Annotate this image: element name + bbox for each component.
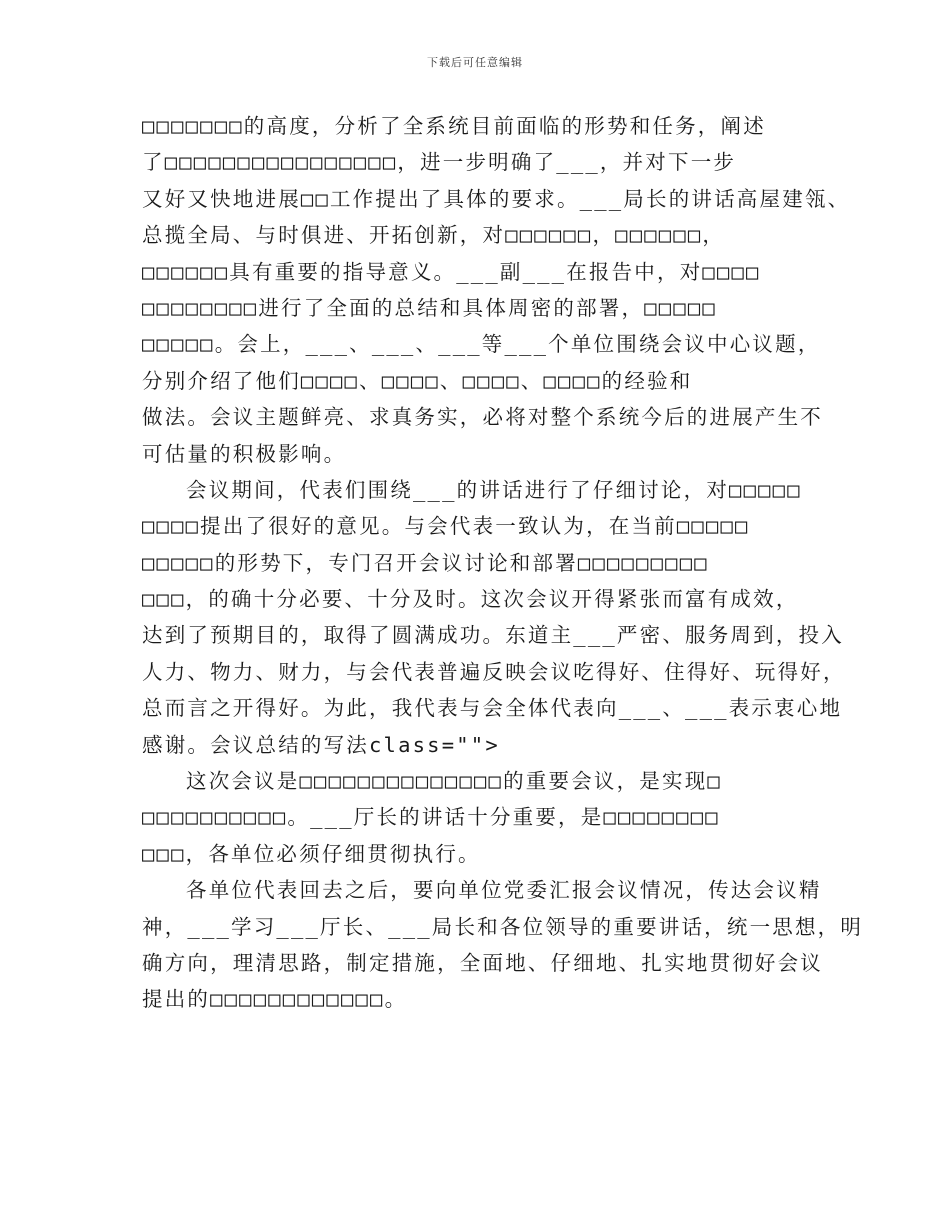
text-line: 确方向，理清思路，制定措施，全面地、仔细地、扎实地贯彻好会议 [142, 950, 823, 975]
document-body [142, 108, 864, 1018]
text-line: □□□□□的形势下，专门召开会议讨论和部署□□□□□□□□□ [142, 550, 709, 575]
text-line: 各单位代表回去之后，要向单位党委汇报会议情况，传达会议精 [186, 878, 822, 903]
text-line: □□□□□。会上，___、___、___等___个单位围绕会议中心议题， [142, 332, 821, 357]
text-line: 神，___学习___厅长、___局长和各位领导的重要讲话，统一思想，明 [142, 914, 864, 939]
text-line: □□□□□□具有重要的指导意义。___副___在报告中，对□□□□ [142, 259, 761, 284]
text-line: 做法。会议主题鲜亮、求真务实，必将对整个系统今后的进展产生不 [142, 405, 823, 430]
text-line: 达到了预期目的，取得了圆满成功。东道主___严密、服务周到，投入 [142, 623, 844, 648]
text-line: 人力、物力、财力，与会代表普遍反映会议吃得好、住得好、玩得好， [142, 659, 846, 684]
text-line: □□□□□□□的高度，分析了全系统目前面临的形势和任务，阐述 [142, 114, 766, 138]
text-line: □□□，的确十分必要、十分及时。这次会议开得紧张而富有成效， [142, 587, 799, 612]
text-line: □□□□提出了很好的意见。与会代表一致认为，在当前□□□□□ [142, 514, 750, 539]
page-header: 下载后可任意编辑 [427, 56, 523, 69]
text-line: 总揽全局、与时俱进、开拓创新，对□□□□□□，□□□□□□， [142, 223, 726, 248]
text-line: 感谢。会议总结的写法class=""> [142, 732, 500, 757]
text-line: 这次会议是□□□□□□□□□□□□□□的重要会议，是实现□ [186, 769, 722, 794]
text-line: 可估量的积极影响。 [142, 441, 347, 466]
text-line: 分别介绍了他们□□□□、□□□□、□□□□、□□□□的经验和 [142, 368, 693, 393]
text-line: □□□，各单位必须仔细贯彻执行。 [142, 841, 481, 866]
text-line: 提出的□□□□□□□□□□□□。 [142, 987, 408, 1012]
text-line: 又好又快地进展□□工作提出了具体的要求。___局长的讲话高屋建瓴、 [142, 186, 851, 211]
text-line: □□□□□□□□进行了全面的总结和具体周密的部署，□□□□□ [142, 295, 717, 320]
text-line: 总而言之开得好。为此，我代表与会全体代表向___、___表示衷心地 [142, 696, 843, 721]
text-line: □□□□□□□□□□。___厅长的讲话十分重要，是□□□□□□□□ [142, 805, 720, 830]
text-line: 会议期间，代表们围绕___的讲话进行了仔细讨论，对□□□□□ [186, 477, 802, 502]
text-line: 了□□□□□□□□□□□□□□□□，进一步明确了___，并对下一步 [142, 150, 737, 175]
